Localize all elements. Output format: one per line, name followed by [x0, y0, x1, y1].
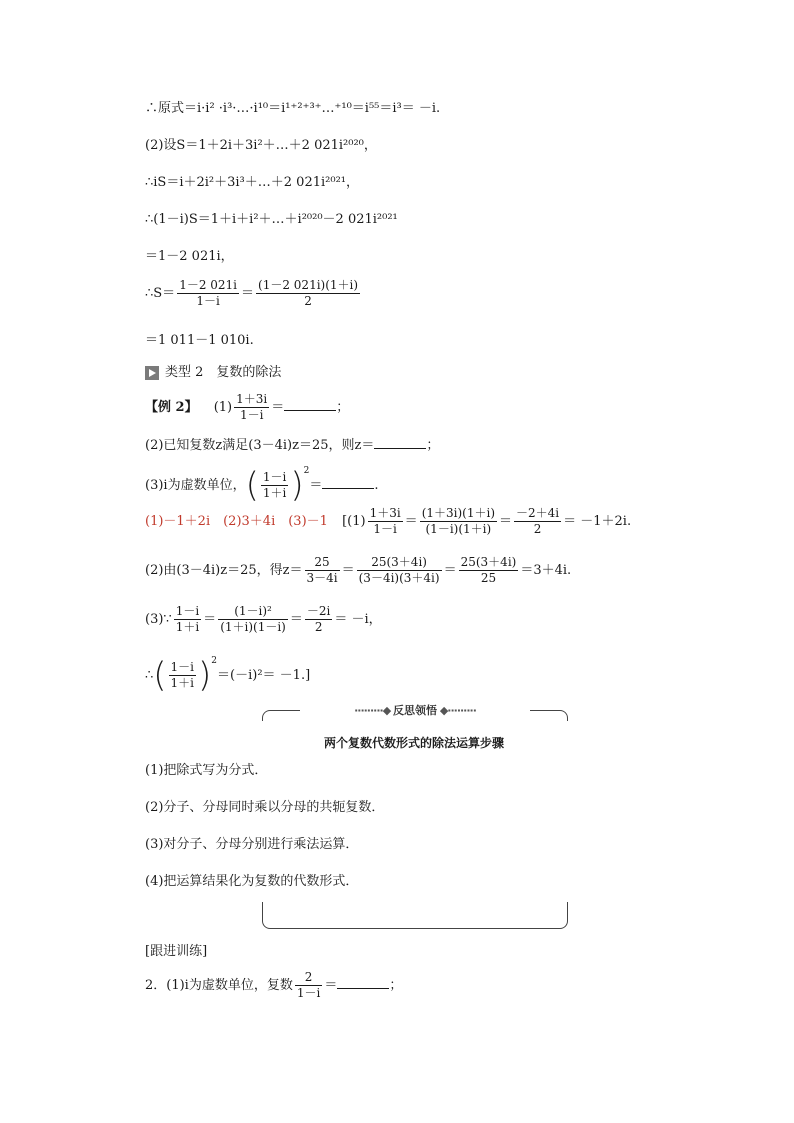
fraction: $\frac{1-2 021i}{1-i}$: [179, 278, 238, 308]
answer-line-1: (1)－1＋2i (2)3＋4i (3)－1 [(1) $\frac{1+3i}{1-i}$ ＝ $\frac{(1+3i)(1+i)}{(1-i)(1+i)}$ ＝ $\frac{-2+4i}{2}$ ＝ －1＋2i.: [145, 506, 632, 536]
reflection-step: (3)对分子、分母分别进行乘法运算．: [145, 837, 359, 852]
play-icon: [145, 366, 159, 380]
fraction: $\frac{1-i}{1+i}$: [262, 470, 287, 500]
example-question-2: (2)已知复数z满足(3－4i)z＝25，则z＝ ；: [145, 438, 440, 453]
answer-key: (1)－1＋2i (2)3＋4i (3)－1: [145, 514, 328, 529]
fraction: $\frac{(1-2 021i)(1+i)}{2}$: [258, 278, 359, 308]
example-question-1: 【例 2】 (1) $\frac{1+3i}{1-i}$ ＝ ；: [145, 392, 350, 422]
solution-line: ∴(1－i)S＝1＋i＋i²＋…＋i²⁰²⁰－2 021i²⁰²¹: [145, 212, 398, 227]
reflection-heading: 两个复数代数形式的除法运算步骤: [323, 736, 504, 750]
answer-line-4: ∴( $\frac{1-i}{1+i}$ )$^2$＝(－i)²＝ －1.]: [145, 655, 311, 696]
practice-question: 2．(1)i为虚数单位，复数 $\frac{2}{1-i}$ ＝ ；: [145, 970, 403, 1000]
fraction: $\frac{(1+3i)(1+i)}{(1-i)(1+i)}$: [421, 506, 495, 536]
section-heading: [145, 364, 281, 382]
reflection-step: (4)把运算结果化为复数的代数形式．: [145, 874, 359, 889]
reflection-box-bottom: [262, 902, 568, 929]
fraction: $\frac{2}{1-i}$: [296, 970, 321, 1000]
practice-label: [跟进训练]: [145, 944, 208, 959]
fraction: $\frac{1-i}{1+i}$: [175, 604, 200, 634]
fraction: $\frac{25(3+4i)}{25}$: [460, 555, 517, 585]
reflection-tag: ·········◆ 反思领悟 ◆·········: [300, 702, 530, 718]
answer-line-3: (3)∵ $\frac{1-i}{1+i}$ ＝ $\frac{\text{(1－i)²}}{(1+i)(1-i)}$ ＝ $\frac{-2i}{2}$ ＝ －i，: [145, 604, 382, 634]
fraction: $\frac{25(3+4i)}{(3-4i)(3+4i)}$: [358, 555, 440, 585]
answer-blank: [374, 436, 426, 449]
reflection-step: (1)把除式写为分式．: [145, 763, 268, 778]
solution-line: ∴iS＝i＋2i²＋3i³＋…＋2 021i²⁰²¹，: [145, 175, 359, 190]
fraction: $\frac{-2i}{2}$: [306, 604, 331, 634]
section-title: 类型 2 复数的除法: [165, 365, 282, 380]
fraction: $\frac{1+3i}{1-i}$: [369, 506, 401, 536]
fraction: $\frac{25}{3-4i}$: [306, 555, 338, 585]
example-label: 【例 2】: [145, 400, 198, 415]
fraction: $\frac{1+3i}{1-i}$: [236, 392, 268, 422]
answer-blank: [322, 476, 374, 489]
reflection-step: (2)分子、分母同时乘以分母的共轭复数．: [145, 800, 385, 815]
solution-line: ∴原式＝i·i² ·i³·…·i¹⁰＝i¹⁺²⁺³⁺…⁺¹⁰＝i⁵⁵＝i³＝ －i.: [145, 101, 441, 116]
answer-blank: [337, 976, 389, 989]
solution-line: ＝1－2 021i，: [145, 249, 234, 264]
answer-blank: [284, 398, 336, 411]
solution-line: (2)设S＝1＋2i＋3i²＋…＋2 021i²⁰²⁰，: [145, 138, 377, 153]
text: ∴S＝: [145, 286, 176, 301]
answer-line-2: (2)由(3－4i)z＝25，得z＝ $\frac{25}{3-4i}$ ＝ $\frac{25(3+4i)}{(3-4i)(3+4i)}$ ＝ $\frac{25(3+4i)}{25}$ ＝3＋4i.: [145, 555, 572, 585]
solution-line: ＝1 011－1 010i.: [145, 333, 254, 348]
fraction: $\frac{1-i}{1+i}$: [170, 660, 195, 690]
solution-line: ∴S＝ $\frac{1-2 021i}{1-i}$ ＝ $\frac{(1-2 021i)(1+i)}{2}$: [145, 278, 359, 308]
fraction: $\frac{-2+4i}{2}$: [516, 506, 560, 536]
example-question-3: (3)i为虚数单位，( $\frac{1-i}{1+i}$ )$^2$＝ .: [145, 465, 379, 506]
fraction: $\frac{\text{(1－i)²}}{(1+i)(1-i)}$: [220, 604, 286, 634]
